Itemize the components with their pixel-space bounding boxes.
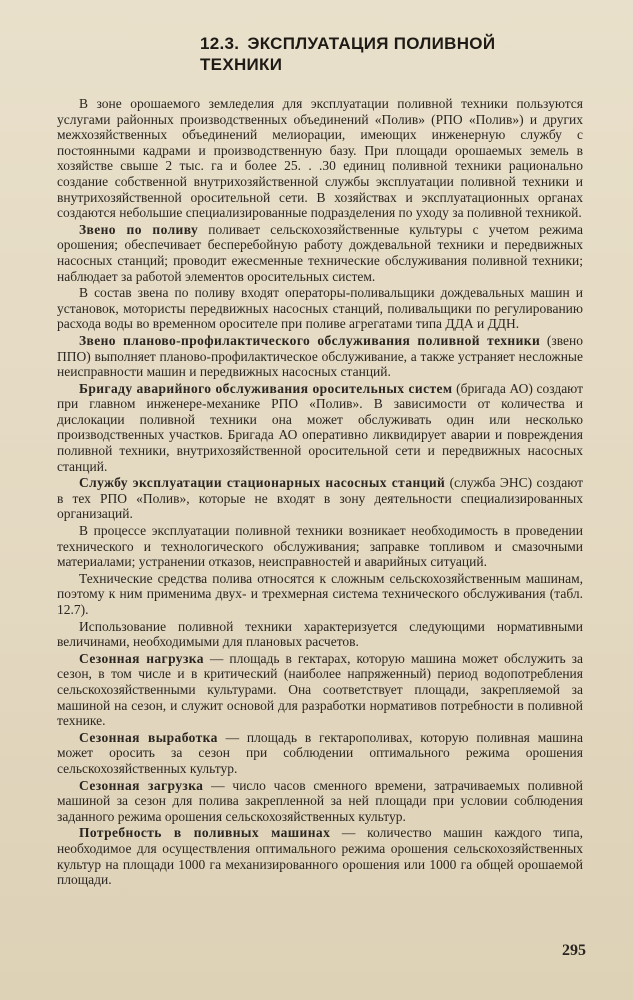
term-sezonnaya-nagruzka: Сезонная нагрузка <box>79 650 204 666</box>
paragraph-10: Сезонная нагрузка — площадь в гектарах, которую машина может обслужить за сезон, в том числе и в критический (наиболее напряженный) период водопотребления сельскохозяйственными культурами. Она соответствует площади, закрепляемой за машиной на сезон, и служит основой для разработки нормативов потребности в поливной технике. <box>57 650 583 729</box>
section-heading <box>200 33 560 75</box>
paragraph-6: Службу эксплуатации стационарных насосных станций (служба ЭНС) создают в тех РПО «Полив», которые не входят в зону деятельности специализированных организаций. <box>57 475 583 522</box>
paragraph-4: Звено планово-профилактического обслуживания поливной техники (звено ППО) выполняет планово-профилактическое обслуживание, а также устраняет несложные неисправности машин и передвижных насосных станций. <box>57 332 583 380</box>
paragraph-12: Сезонная загрузка — число часов сменного времени, затрачиваемых поливной машиной за сезон для полива закрепленной за ней площади при условии соблюдения заданного режима орошения сельскохозяйственных культур. <box>57 777 583 824</box>
paragraph-8: Технические средства полива относятся к сложным сельскохозяйственным машинам, поэтому к ним применима двух- и трехмерная система технического обслуживания (табл. 12.7). <box>57 570 583 617</box>
section-title: ЭКСПЛУАТАЦИЯ ПОЛИВНОЙ ТЕХНИКИ <box>200 34 496 74</box>
paragraph-7: В процессе эксплуатации поливной техники возникает необходимость в проведении технического и технологического обслуживания; заправке топливом и смазочными материалами; устранении отказов, неисправностей и аварийных ситуаций. <box>57 523 583 570</box>
term-sluzhba-ens: Службу эксплуатации стационарных насосных станций <box>79 475 446 491</box>
paragraph-5: Бригаду аварийного обслуживания оросительных систем (бригада АО) создают при главном инженере-механике РПО «Полив». В зависимости от количества и дислокации поливной техники она может обслуживать один или несколько производственных участков. Бригада АО оперативно ликвидирует аварии и повреждения поливной техники, внутрихозяйственной оросительной сети и передвижных насосных станций. <box>57 380 583 474</box>
term-sezonnaya-vyrabotka: Сезонная выработка <box>79 729 218 745</box>
term-potrebnost: Потребность в поливных машинах <box>79 825 331 841</box>
term-zveno-ppo: Звено планово-профилактического обслуживания поливной техники <box>79 332 541 348</box>
term-zveno-po-polivu: Звено по поливу <box>79 221 199 237</box>
section-number: 12.3. <box>200 34 240 53</box>
paragraph-3: В состав звена по поливу входят операторы-поливальщики дождевальных машин и установок, мотористы передвижных насосных станций, поливальщики по регулированию расхода воды во временном оросителе при поливе агрегатами типа ДДА и ДДН. <box>57 285 583 332</box>
paragraph-13: Потребность в поливных машинах — количество машин каждого типа, необходимое для осуществления оптимального режима орошения сельскохозяйственных культур на площади 1000 га механизированного орошения или 1000 га общей орошаемой площади. <box>57 825 583 888</box>
body-text <box>57 96 583 889</box>
paragraph-11: Сезонная выработка — площадь в гектарополивах, которую поливная машина может оросить за сезон при соблюдении оптимального режима орошения сельскохозяйственных культур. <box>57 729 583 776</box>
paragraph-2: Звено по поливу поливает сельскохозяйственные культуры с учетом режима орошения; обеспечивает бесперебойную работу дождевальной техники и передвижных насосных станций; проводит ежесменные технические обслуживания поливной техники; наблюдает за работой элементов оросительных систем. <box>57 221 583 284</box>
page-number: 295 <box>562 942 586 959</box>
paragraph-1: В зоне орошаемого земледелия для эксплуатации поливной техники пользуются услугами районных производственных объединений «Полив» (РПО «Полив») и других межхозяйственных объединений мелиорации, имеющих инженерную службу с постоянными кадрами и производственную базу. При площади орошаемых земель в хозяйстве свыше 2 тыс. га и более 25. . .30 единиц поливной техники рационально создание собственной внутрихозяйственной службы эксплуатации поливной техники и внутрихозяйственной оросительной сети. В хозяйствах и эксплуатационных органах создаются небольшие специализированные подразделения по уходу за поливной техникой. <box>57 96 583 221</box>
paragraph-9: Использование поливной техники характеризуется следующими нормативными величинами, необходимыми для плановых расчетов. <box>57 618 583 650</box>
term-sezonnaya-zagruzka: Сезонная загрузка <box>79 777 204 793</box>
term-brigada-ao: Бригаду аварийного обслуживания оросительных систем <box>79 380 453 396</box>
